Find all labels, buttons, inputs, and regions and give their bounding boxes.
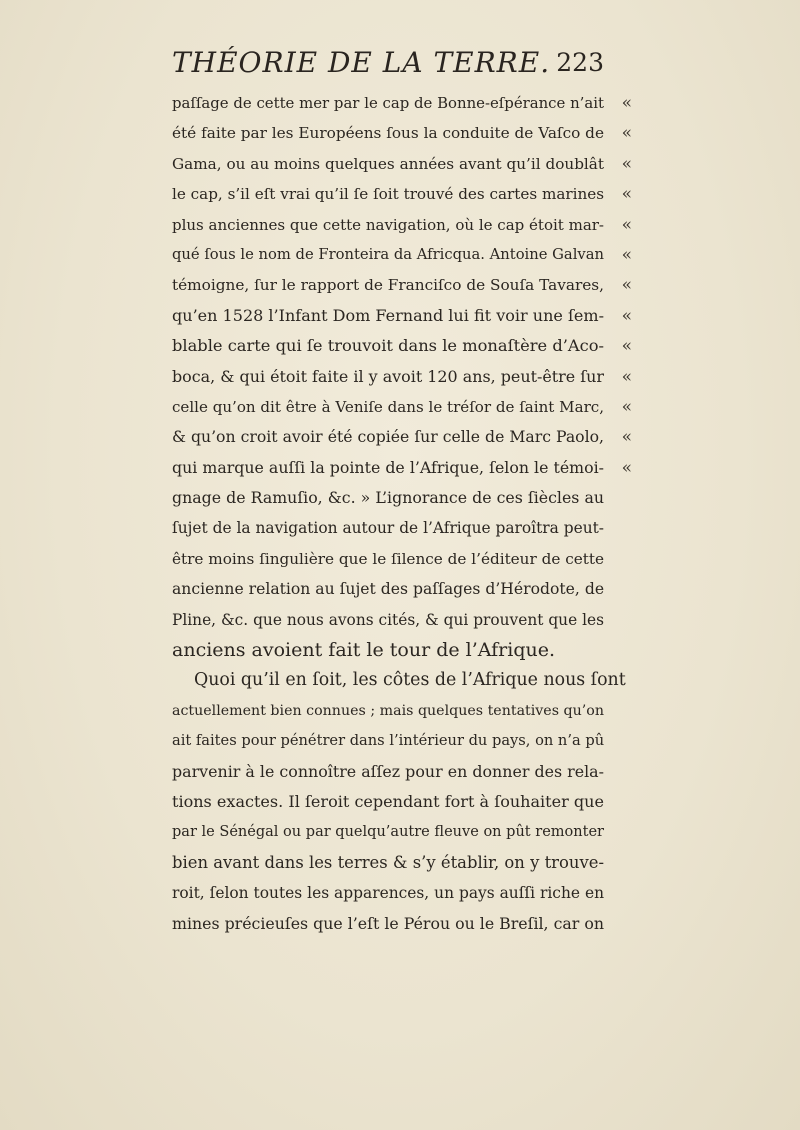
quote-mark: «	[621, 244, 632, 265]
text-line	[172, 909, 604, 939]
quote-mark: «	[621, 305, 632, 326]
text-line	[172, 635, 604, 665]
text-line	[172, 574, 604, 604]
line-text: témoigne, ſur le rapport de Franciſco de Souſa Tavares,	[172, 276, 604, 295]
quote-mark: «	[621, 184, 632, 205]
text-line	[172, 270, 632, 300]
line-text: celle qu’on dit être à Veniſe dans le tréſor de ſaint Marc,	[172, 397, 604, 416]
line-text: anciens avoient fait le tour de l’Afrique.	[172, 639, 556, 662]
text-line	[172, 605, 604, 635]
line-text: ait faites pour pénétrer dans l’intérieur du pays, on n’a pû	[172, 732, 605, 750]
line-text: plus anciennes que cette navigation, où le cap étoit mar-	[172, 215, 604, 234]
line-text: roit, ſelon toutes les apparences, un pays auſſi riche en	[172, 884, 604, 903]
text-line	[172, 544, 604, 574]
line-text: actuellement bien connues ; mais quelques tentatives qu’on	[172, 702, 604, 719]
quote-mark: «	[621, 457, 632, 478]
text-line	[172, 331, 632, 361]
line-text: qui marque auſſi la pointe de l’Afrique, ſelon le témoi-	[172, 457, 604, 477]
text-line	[172, 513, 604, 543]
running-title: THÉORIE DE LA TERRE.	[172, 46, 551, 79]
text-line	[172, 88, 632, 118]
text-line	[172, 665, 626, 695]
line-text: été faite par les Européens ſous la conduite de Vaſco de	[172, 124, 604, 143]
line-text: être moins ſingulière que le ſilence de l’éditeur de cette	[172, 549, 604, 568]
text-line	[172, 787, 604, 817]
quote-mark: «	[621, 396, 632, 417]
text-line	[172, 149, 632, 179]
line-text: tions exactes. Il ſeroit cependant fort à ſouhaiter que	[172, 791, 604, 811]
line-text: ancienne relation au ſujet des paſſages d’Hérodote, de	[172, 580, 605, 599]
quote-mark: «	[621, 93, 632, 113]
line-text: Quoi qu’il en ſoit, les côtes de l’Afrique nous ſont	[194, 670, 626, 691]
quote-mark: «	[621, 366, 632, 387]
line-text: & qu’on croit avoir été copiée ſur celle de Marc Paolo,	[172, 427, 604, 447]
body-text	[172, 88, 632, 939]
line-text: par le Sénégal ou par quelqu’autre fleuve on pût remonter	[172, 824, 604, 841]
text-line	[172, 726, 604, 756]
text-line	[172, 210, 632, 240]
page-number: 223	[556, 48, 604, 77]
line-text: le cap, s’il eſt vrai qu’il ſe ſoit trouvé des cartes marines	[172, 185, 604, 204]
line-text: qu’en 1528 l’Infant Dom Fernand lui fit voir une ſem-	[172, 305, 604, 325]
line-text: ſujet de la navigation autour de l’Afrique paroîtra peut-	[172, 519, 604, 538]
line-text: mines précieuſes que l’eſt le Pérou ou le Breſil, car on	[172, 913, 604, 933]
line-text: boca, & qui étoit faite il y avoit 120 ans, peut-être ſur	[172, 366, 604, 386]
line-text: blable carte qui ſe trouvoit dans le monaſtère d’Aco-	[172, 336, 604, 356]
text-line	[172, 422, 632, 452]
quote-mark: «	[621, 214, 632, 235]
running-head	[172, 46, 604, 86]
text-line	[172, 696, 604, 726]
text-line	[172, 179, 632, 209]
line-text: paſſage de cette mer par le cap de Bonne-eſpérance n’ait	[172, 94, 604, 112]
text-line	[172, 757, 604, 787]
text-line	[172, 392, 632, 422]
quote-mark: «	[621, 275, 632, 296]
quote-mark: «	[621, 123, 632, 144]
text-line	[172, 362, 632, 392]
line-text: parvenir à le connoître aſſez pour en donner des rela-	[172, 761, 604, 781]
line-text: Gama, ou au moins quelques années avant qu’il doublât	[172, 154, 604, 173]
text-line	[172, 453, 632, 483]
text-line	[172, 240, 632, 270]
quote-mark: «	[621, 427, 632, 448]
line-text: Pline, &c. que nous avons cités, & qui prouvent que les	[172, 610, 604, 629]
line-text: qué ſous le nom de Fronteira da Africqua. Antoine Galvan	[172, 245, 604, 263]
quote-mark: «	[621, 336, 632, 357]
line-text: gnage de Ramuſio, &c. » L’ignorance de ces ſiècles au	[172, 488, 604, 508]
text-line	[172, 118, 632, 148]
text-line	[172, 878, 604, 908]
quote-mark: «	[621, 153, 632, 174]
text-line	[172, 848, 604, 878]
line-text: bien avant dans les terres & s’y établir, on y trouve-	[172, 852, 604, 872]
text-line	[172, 301, 632, 331]
text-line	[172, 817, 604, 847]
text-line	[172, 483, 604, 513]
